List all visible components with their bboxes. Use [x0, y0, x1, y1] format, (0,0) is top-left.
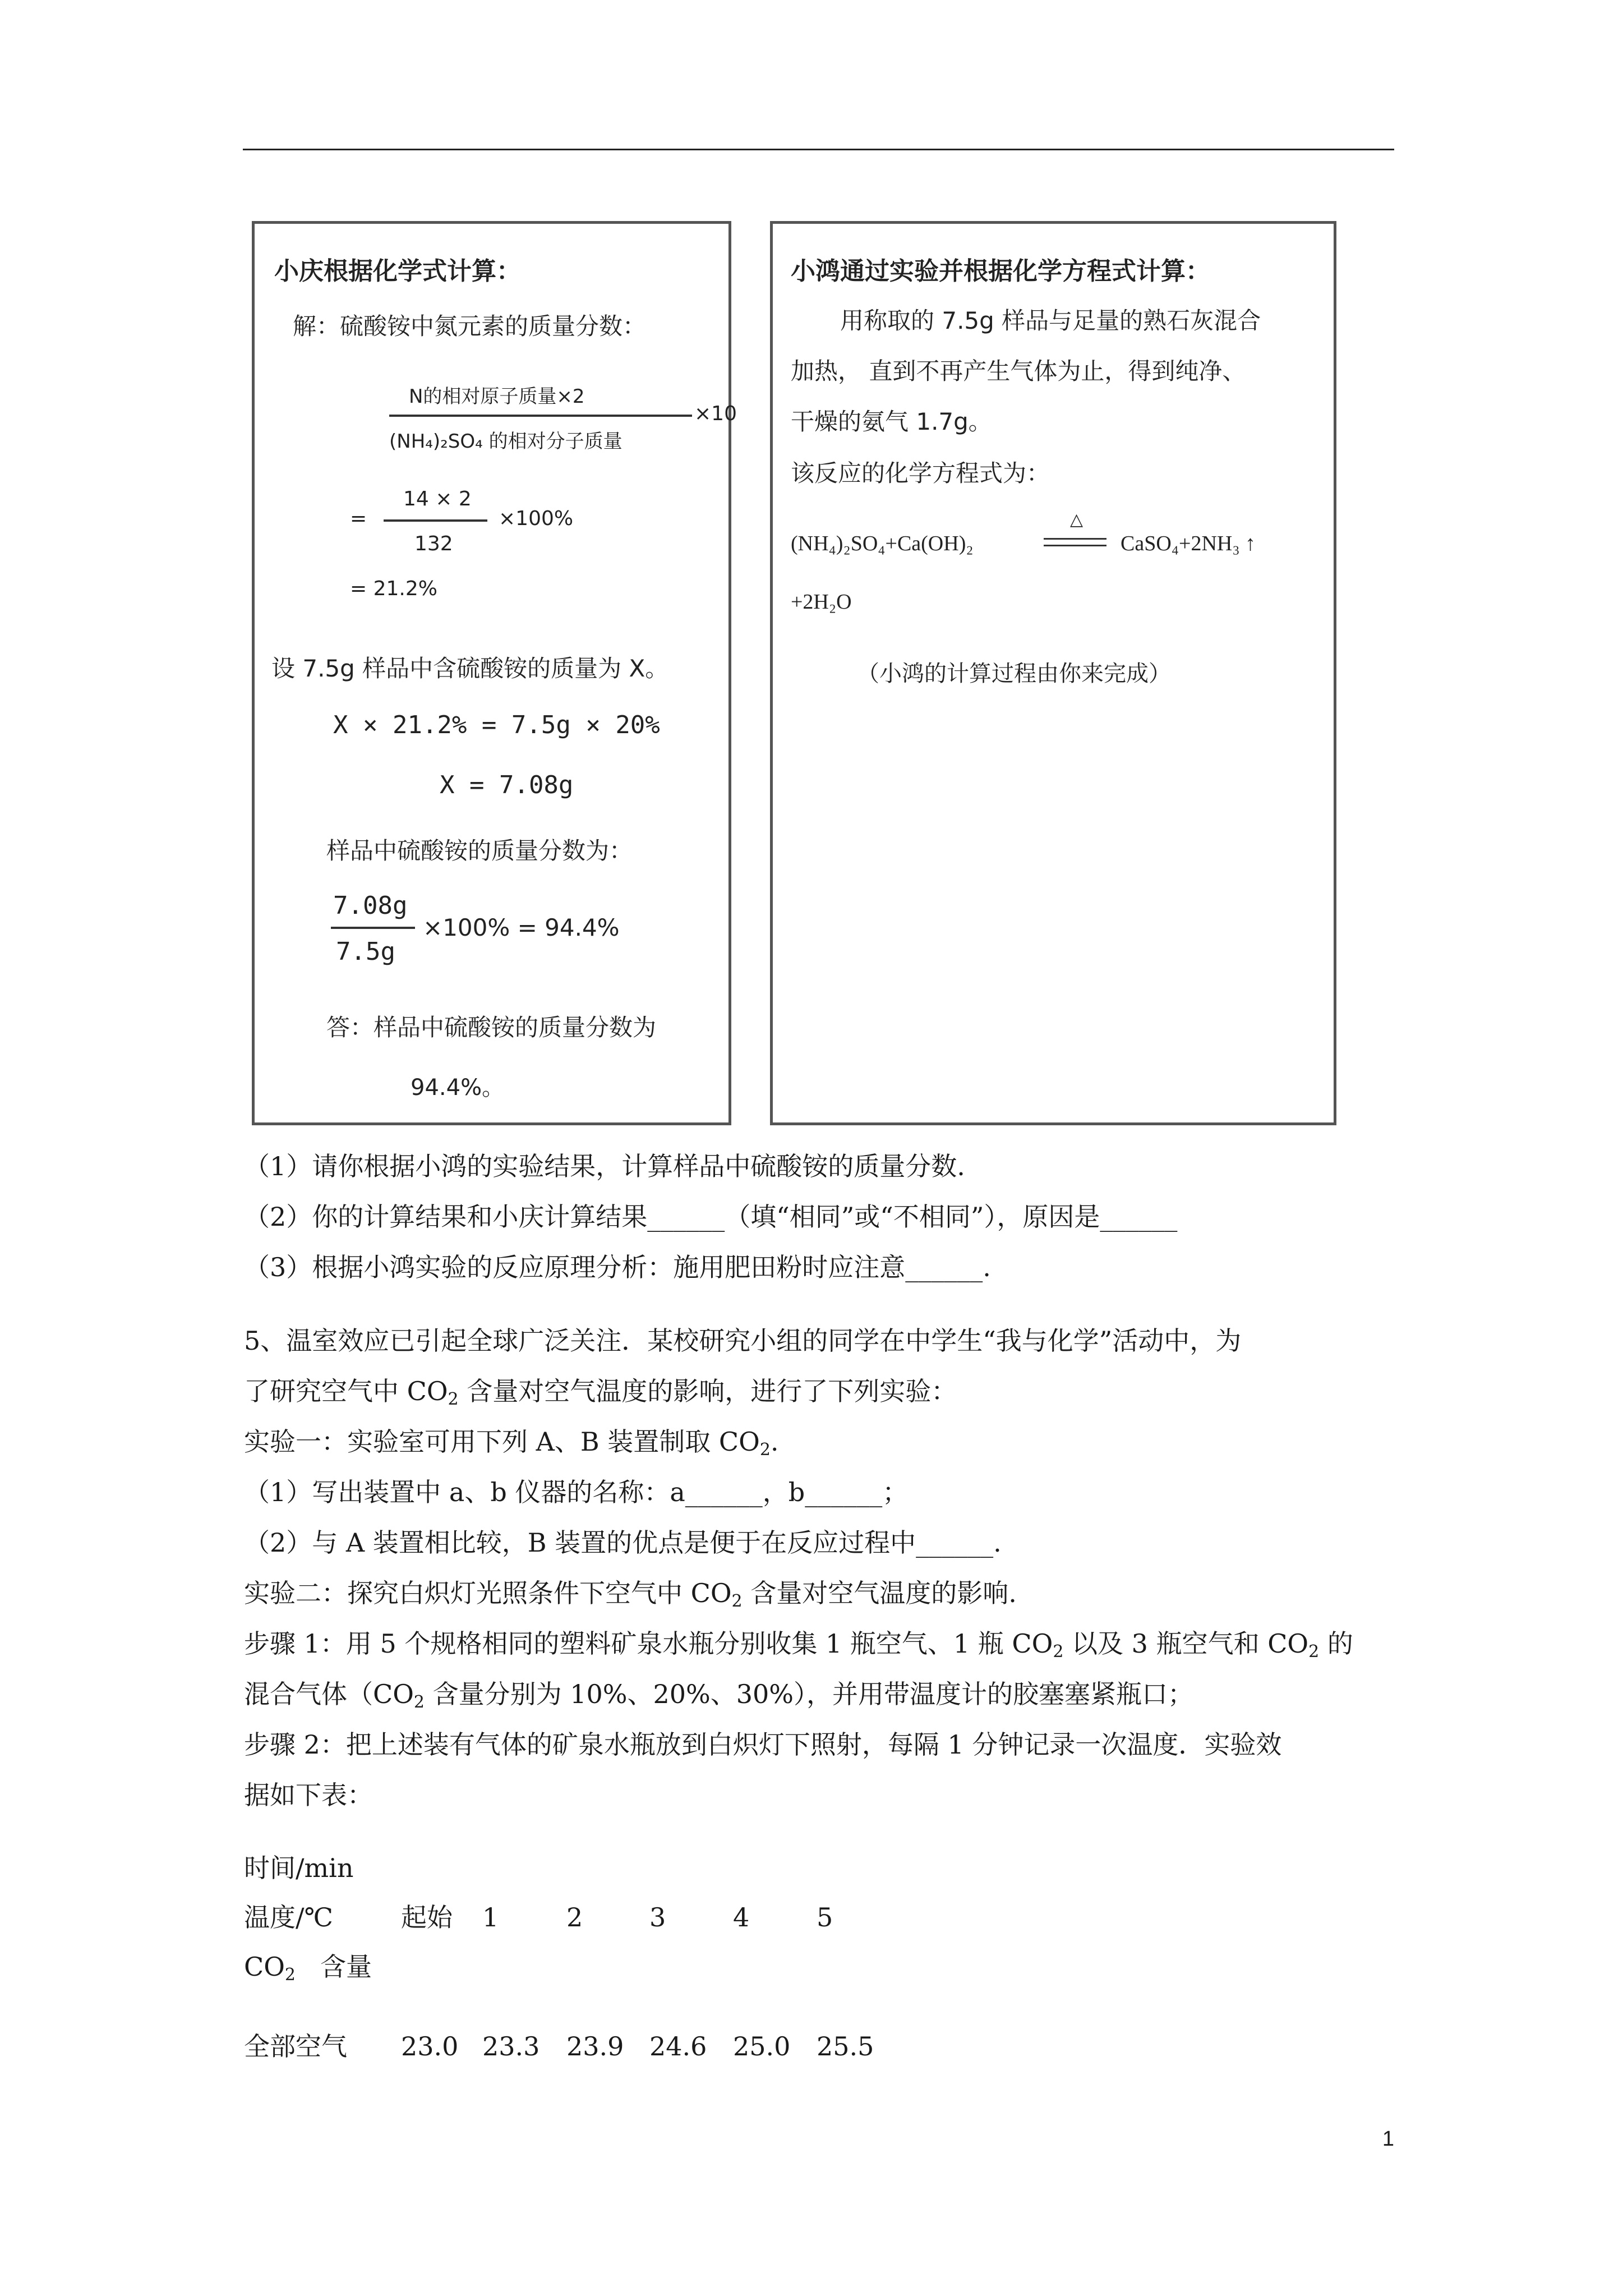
experiment1-q2: （2）与 A 装置相比较，B 装置的优点是便于在反应过程中______.: [244, 1527, 1002, 1558]
fraction2-bar: [384, 519, 487, 522]
xiaohong-p1: 用称取的 7.5g 样品与足量的熟石灰混合: [840, 307, 1261, 334]
xiaoqing-answer2: 94.4%。: [411, 1075, 505, 1101]
s1a: 步骤 1：用 5 个规格相同的塑料矿泉水瓶分别收集 1 瓶空气、1 瓶 CO: [244, 1628, 1053, 1659]
co2-c: 含量: [320, 1952, 372, 1982]
experiment2-line: [244, 1580, 1017, 1610]
equation-products: CaSO₄+2NH₃ ↑: [1121, 532, 1256, 555]
eq4: X × 21.2% = 7.5g × 20%: [333, 711, 660, 739]
question-2: （2）你的计算结果和小庆计算结果______（填“相同”或“不相同”），原因是______: [244, 1202, 1178, 1232]
xiaoqing-line1: 解：硫酸铵中氮元素的质量分数：: [293, 312, 647, 340]
exp1b: 2: [759, 1440, 771, 1460]
s1e: 的: [1319, 1628, 1353, 1659]
xiaohong-p3: 干燥的氨气 1.7g。: [791, 408, 992, 435]
equation-sign-bottom: [1044, 545, 1106, 546]
table-cell-5: 25.5: [817, 2031, 874, 2062]
s1c: 以及 3 瓶空气和 CO: [1063, 1628, 1309, 1659]
table-row-label: 全部空气: [244, 2031, 347, 2062]
fraction2-numerator: 14 × 2: [403, 487, 472, 510]
xiaohong-p4: 该反应的化学方程式为：: [791, 459, 1050, 487]
fraction1-tail: ×10: [694, 402, 737, 425]
fraction3-numerator: 7.08g: [333, 891, 408, 920]
eq5: X = 7.08g: [440, 771, 574, 799]
table-col-2: 2: [566, 1902, 583, 1932]
fraction3-tail: ×100% = 94.4%: [423, 914, 620, 941]
table-co2-label: [244, 1954, 372, 1984]
heat-symbol: △: [1070, 510, 1083, 530]
step1-line2: [244, 1681, 1193, 1711]
fraction1-bar: [389, 415, 692, 417]
s1-2b: 2: [413, 1692, 425, 1712]
xiaoqing-answer1: 答：样品中硫酸铵的质量分数为: [326, 1014, 657, 1041]
exp2c: 含量对空气温度的影响.: [742, 1578, 1017, 1608]
table-cell-4: 25.0: [733, 2031, 791, 2062]
xiaohong-title: 小鸿通过实验并根据化学方程式计算：: [791, 257, 1210, 286]
table-temp-label: 温度/℃: [244, 1902, 333, 1932]
co2-a: CO: [244, 1952, 285, 1982]
exp2a: 实验二：探究白炽灯光照条件下空气中 CO: [244, 1578, 732, 1608]
page-number: 1: [1382, 2127, 1394, 2151]
experiment1-line: [244, 1429, 779, 1458]
xiaohong-p2: 加热， 直到不再产生气体为止，得到纯净、: [791, 357, 1246, 385]
xiaohong-note: （小鸿的计算过程由你来完成）: [857, 661, 1171, 687]
fraction2-denominator: 132: [414, 532, 453, 555]
table-col-3: 3: [649, 1902, 666, 1932]
p5-2c: 含量对空气温度的影响，进行了下列实验：: [458, 1376, 957, 1406]
xiaoqing-calculation-box: [252, 221, 737, 1125]
table-col-5: 5: [817, 1902, 833, 1932]
exp1c: .: [770, 1427, 779, 1457]
question-1: （1）请你根据小鸿的实验结果，计算样品中硫酸铵的质量分数.: [244, 1151, 965, 1181]
p5-2a: 了研究空气中 CO: [244, 1376, 448, 1406]
problem5-line1: 5、温室效应已引起全球广泛关注．某校研究小组的同学在中学生“我与化学”活动中，为: [244, 1326, 1242, 1356]
p5-2b: 2: [448, 1389, 459, 1409]
s1d: 2: [1308, 1642, 1320, 1662]
equation-tail: +2H₂O: [791, 590, 852, 614]
problem5-line2: [244, 1378, 957, 1408]
exp2b: 2: [731, 1591, 743, 1611]
xiaohong-calculation-box: [770, 221, 1336, 1125]
experiment1-q1: （1）写出装置中 a、b 仪器的名称：a______，b______；: [244, 1477, 909, 1507]
equation-reactants: (NH₄)₂SO₄+Ca(OH)₂: [791, 532, 974, 555]
table-col-0: 起始: [401, 1902, 453, 1932]
xiaoqing-set-line: 设 7.5g 样品中含硫酸铵的质量为 X。: [271, 655, 669, 682]
step2-line2: 据如下表：: [244, 1780, 373, 1810]
fraction3-denominator: 7.5g: [336, 937, 395, 966]
table-cell-0: 23.0: [401, 2031, 459, 2062]
xiaoqing-title: 小庆根据化学式计算：: [274, 257, 521, 286]
co2-b: 2: [284, 1965, 296, 1985]
table-col-4: 4: [733, 1902, 750, 1932]
eq3: = 21.2%: [350, 577, 437, 600]
table-cell-1: 23.3: [482, 2031, 540, 2062]
header-rule: [243, 149, 1394, 150]
fraction1-numerator: N的相对原子质量×2: [409, 385, 585, 408]
table-time-label: 时间/min: [244, 1853, 354, 1883]
table-cell-2: 23.9: [566, 2031, 624, 2062]
step2-line1: 步骤 2：把上述装有气体的矿泉水瓶放到白炽灯下照射，每隔 1 分钟记录一次温度．实验效: [244, 1729, 1282, 1760]
fraction3-bar: [331, 927, 415, 929]
question-3: （3）根据小鸿实验的反应原理分析：施用肥田粉时应注意______.: [244, 1252, 991, 1282]
xiaoqing-mass-line: 样品中硫酸铵的质量分数为：: [326, 837, 633, 864]
table-col-1: 1: [482, 1902, 499, 1932]
step1-line1: [244, 1628, 1353, 1662]
fraction2-tail: ×100%: [499, 507, 574, 530]
s1-2a: 混合气体（CO: [244, 1679, 414, 1709]
fraction1-denominator: (NH₄)₂SO₄ 的相对分子质量: [389, 430, 623, 453]
table-cell-3: 24.6: [649, 2031, 707, 2062]
s1b: 2: [1053, 1642, 1064, 1662]
equation-sign-top: [1044, 538, 1106, 540]
eq2-prefix: =: [350, 507, 367, 530]
exp1a: 实验一：实验室可用下列 A、B 装置制取 CO: [244, 1427, 760, 1457]
s1-2c: 含量分别为 10%、20%、30%），并用带温度计的胶塞塞紧瓶口；: [425, 1679, 1193, 1709]
